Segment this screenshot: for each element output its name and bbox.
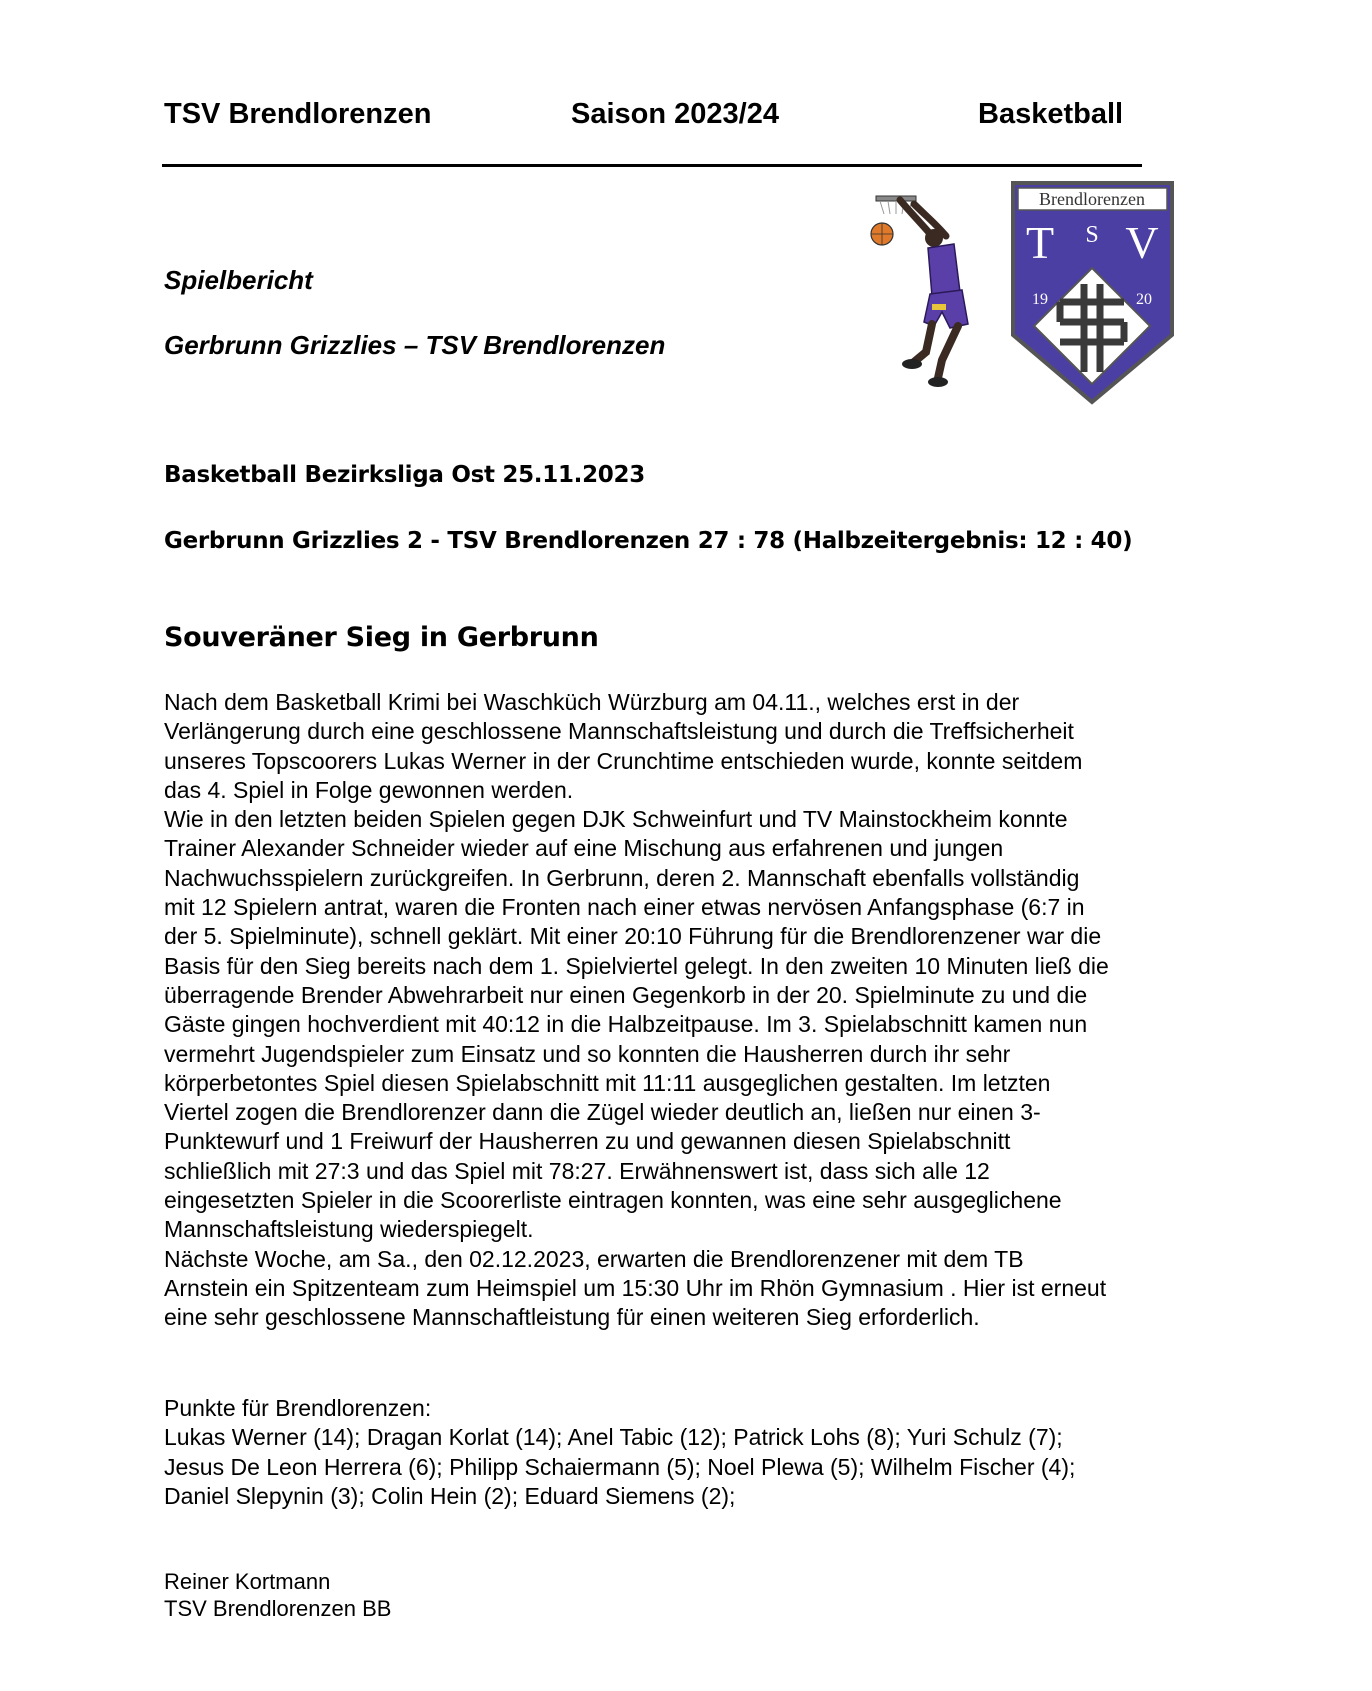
article-line: körperbetontes Spiel diesen Spielabschnitt mit 11:11 ausgeglichen gestalten. Im letzten bbox=[164, 1069, 1051, 1096]
tsv-crest-logo bbox=[1010, 180, 1175, 405]
crest-letter-s: S bbox=[1085, 222, 1099, 248]
article-line: Trainer Alexander Schneider wieder auf eine Mischung aus erfahrenen und jungen bbox=[164, 835, 1004, 862]
article-line: Nachwuchsspielern zurückgreifen. In Gerbrunn, deren 2. Mannschaft ebenfalls vollständig bbox=[164, 864, 1080, 891]
crest-top-text: Brendlorenzen bbox=[1039, 189, 1145, 209]
result-line: Gerbrunn Grizzlies 2 - TSV Brendlorenzen 27 : 78 (Halbzeitergebnis: 12 : 40) bbox=[164, 528, 1133, 554]
league-date-line: Basketball Bezirksliga Ost 25.11.2023 bbox=[164, 462, 645, 488]
points-line: Jesus De Leon Herrera (6); Philipp Schaiermann (5); Noel Plewa (5); Wilhelm Fischer (4); bbox=[164, 1453, 1076, 1480]
crest-year-left: 19 bbox=[1032, 291, 1048, 308]
article-line: Verlängerung durch eine geschlossene Mannschaftsleistung und durch die Treffsicherheit bbox=[164, 718, 1074, 745]
points-heading: Punkte für Brendlorenzen: bbox=[164, 1395, 432, 1421]
header-divider bbox=[162, 164, 1142, 167]
crest-year-right: 20 bbox=[1136, 291, 1152, 308]
author-name: Reiner Kortmann bbox=[164, 1569, 331, 1594]
header-club-name: TSV Brendlorenzen bbox=[164, 98, 432, 130]
article-line: der 5. Spielminute), schnell geklärt. Mit einer 20:10 Führung für die Brendlorenzener war die bbox=[164, 923, 1102, 950]
crest-letter-t: T bbox=[1025, 217, 1055, 268]
article-line: Nach dem Basketball Krimi bei Waschküch Würzburg am 04.11., welches erst in der bbox=[164, 689, 1020, 715]
header-sport: Basketball bbox=[978, 98, 1124, 130]
article-line: Punktewurf und 1 Freiwurf der Hausherren zu und gewannen diesen Spielabschnitt bbox=[164, 1128, 1011, 1155]
article-line: mit 12 Spielern antrat, waren die Fronten nach einer etwas nervösen Anfangsphase (6:7 in bbox=[164, 894, 1085, 921]
article-line: vermehrt Jugendspieler zum Einsatz und so konnten die Hausherren durch ihr sehr bbox=[164, 1040, 1011, 1067]
signature-block bbox=[164, 1568, 391, 1622]
article-line: eine sehr geschlossene Mannschaftleistung für einen weiteren Sieg erforderlich. bbox=[164, 1304, 980, 1331]
author-organization: TSV Brendlorenzen BB bbox=[164, 1596, 392, 1621]
points-line: Lukas Werner (14); Dragan Korlat (14); Anel Tabic (12); Patrick Lohs (8); Yuri Schulz (7); bbox=[164, 1424, 1063, 1451]
crest-letter-v: V bbox=[1125, 217, 1159, 268]
article-line: schließlich mit 27:3 und das Spiel mit 78:27. Erwähnenswert ist, dass sich alle 12 bbox=[164, 1157, 990, 1184]
article-line: eingesetzten Spieler in die Scoorerliste eintragen konnten, was eine sehr ausgeglichene bbox=[164, 1187, 1062, 1214]
article-line: Mannschaftsleistung wiederspiegelt. bbox=[164, 1216, 534, 1243]
article-line: Arnstein ein Spitzenteam zum Heimspiel um 15:30 Uhr im Rhön Gymnasium . Hier ist erneut bbox=[164, 1274, 1107, 1301]
report-label: Spielbericht bbox=[164, 265, 313, 295]
points-line: Daniel Slepynin (3); Colin Hein (2); Eduard Siemens (2); bbox=[164, 1482, 736, 1509]
basketball-player-illustration bbox=[870, 192, 1000, 392]
article-line: das 4. Spiel in Folge gewonnen werden. bbox=[164, 776, 574, 803]
article-line: Basis für den Sieg bereits nach dem 1. Spielviertel gelegt. In den zweiten 10 Minuten ließ die bbox=[164, 952, 1109, 979]
article-line: Wie in den letzten beiden Spielen gegen DJK Schweinfurt und TV Mainstockheim konnte bbox=[164, 806, 1068, 833]
article-line: Nächste Woche, am Sa., den 02.12.2023, erwarten die Brendlorenzener mit dem TB bbox=[164, 1245, 1024, 1272]
article-body bbox=[164, 688, 1244, 1333]
header-season: Saison 2023/24 bbox=[571, 98, 779, 130]
article-line: Viertel zogen die Brendlorenzer dann die Zügel wieder deutlich an, ließen nur einen 3- bbox=[164, 1099, 1041, 1126]
article-line: überragende Brender Abwehrarbeit nur einen Gegenkorb in der 20. Spielminute zu und die bbox=[164, 981, 1088, 1008]
points-section bbox=[164, 1394, 1244, 1511]
article-headline: Souveräner Sieg in Gerbrunn bbox=[164, 622, 599, 653]
article-line: unseres Topscoorers Lukas Werner in der Crunchtime entschieden wurde, konnte seitdem bbox=[164, 747, 1083, 774]
article-line: Gäste gingen hochverdient mit 40:12 in die Halbzeitpause. Im 3. Spielabschnitt kamen nun bbox=[164, 1011, 1088, 1038]
match-title: Gerbrunn Grizzlies – TSV Brendlorenzen bbox=[164, 330, 666, 360]
